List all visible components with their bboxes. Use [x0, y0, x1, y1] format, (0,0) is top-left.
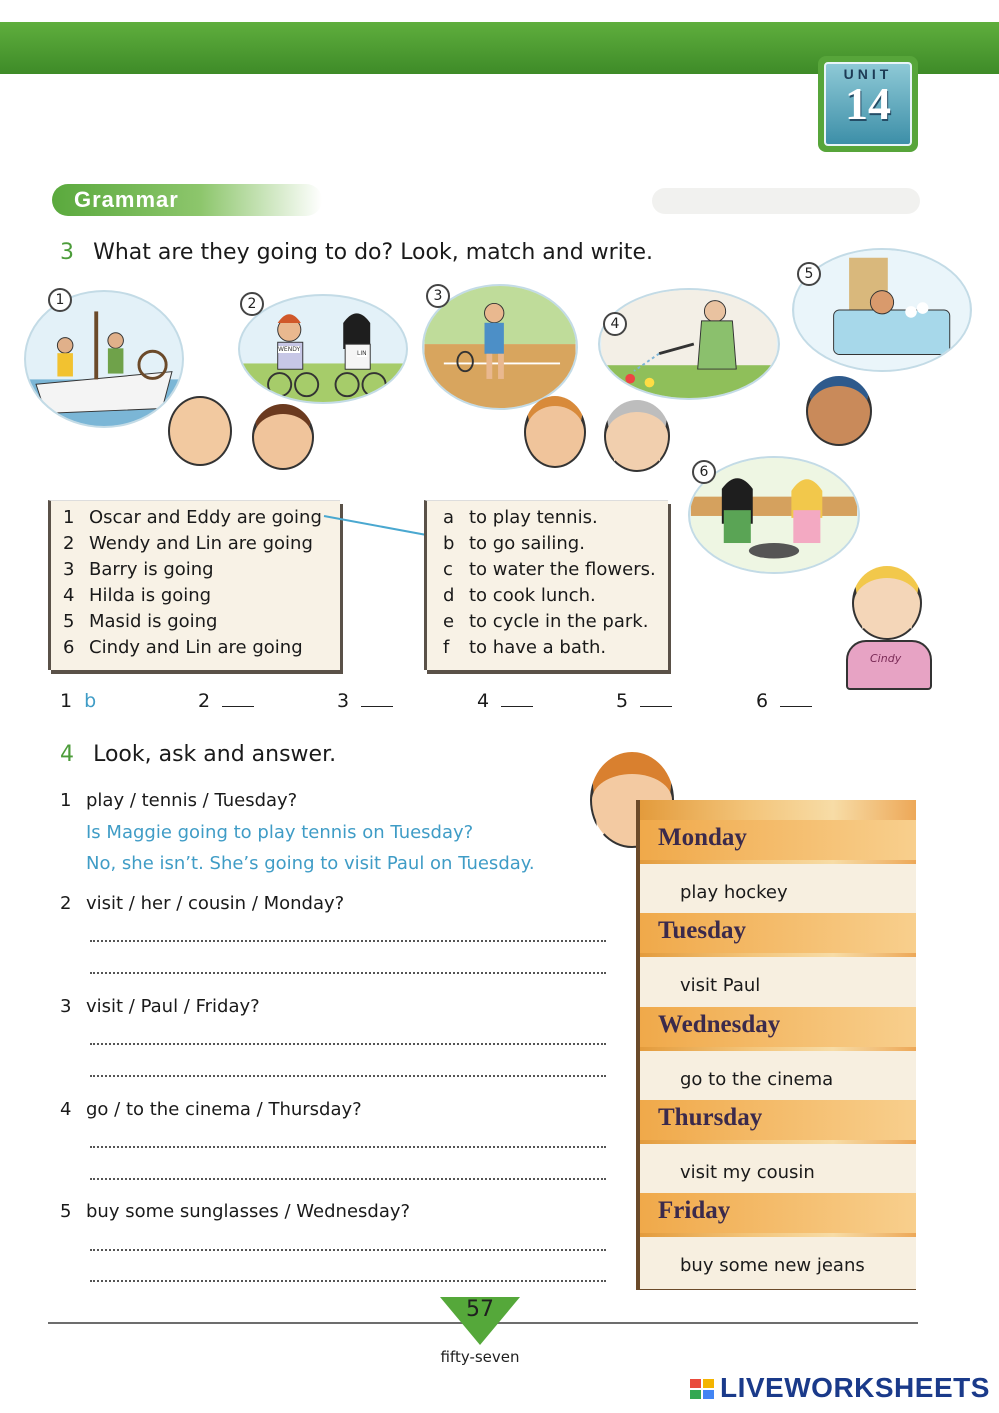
picture-number-1: 1 [48, 288, 72, 312]
unit-number: 14 [845, 78, 891, 129]
page-number: 57 [466, 1297, 494, 1322]
answer-4: 4 [477, 690, 533, 712]
liveworksheets-icon [690, 1379, 716, 1401]
liveworksheets-text: LIVEWORKSHEETS [720, 1372, 990, 1403]
exercise-4-title: Look, ask and answer. [93, 742, 337, 767]
exercise-4-number: 4 [60, 742, 74, 767]
answer-1: 1 b [60, 690, 97, 712]
picture-2-cycling [238, 294, 408, 404]
right-item-a: a to play tennis. [443, 507, 598, 528]
left-item-1: 1 Oscar and Eddy are going [63, 507, 322, 528]
right-item-e: e to cycle in the park. [443, 611, 649, 632]
match-line-1-b [318, 510, 438, 550]
picture-1-sailing [24, 290, 184, 428]
exercise-3-title: What are they going to do? Look, match and write. [93, 240, 653, 265]
unit-word: UNIT [843, 66, 893, 82]
liveworksheets-logo [690, 1372, 990, 1404]
bike-label-wendy: WENDY [278, 346, 301, 353]
picture-number-2: 2 [240, 292, 264, 316]
answer-3-blank[interactable] [361, 693, 393, 707]
picture-4-watering [598, 288, 780, 400]
schedule-board [636, 800, 916, 1290]
question-5: 5 buy some sunglasses / Wednesday? [60, 1201, 411, 1222]
right-item-d: d to cook lunch. [443, 585, 596, 606]
question-3: 3 visit / Paul / Friday? [60, 996, 260, 1017]
left-item-5: 5 Masid is going [63, 611, 218, 632]
answer-5-blank[interactable] [640, 693, 672, 707]
unit-badge [818, 56, 918, 152]
exercise-3-number: 3 [60, 240, 74, 265]
barry-character [524, 396, 586, 468]
left-item-4: 4 Hilda is going [63, 585, 212, 606]
activity-tuesday: visit Paul [680, 975, 761, 996]
cindy-shirt-label: Cindy [870, 652, 902, 665]
left-item-2: 2 Wendy and Lin are going [63, 533, 313, 554]
answer-line-3a[interactable] [90, 1043, 606, 1045]
day-tuesday: Tuesday [658, 917, 747, 944]
left-item-6: 6 Cindy and Lin are going [63, 637, 303, 658]
tennis-scene [424, 286, 576, 408]
example-answer: No, she isn’t. She’s going to visit Paul on Tuesday. [86, 853, 535, 874]
activity-monday: play hockey [680, 882, 788, 903]
show-through-label [652, 188, 920, 214]
picture-number-5: 5 [797, 262, 821, 286]
picture-number-4: 4 [603, 312, 627, 336]
example-question: Is Maggie going to play tennis on Tuesday? [86, 822, 474, 843]
oscar-character [168, 396, 232, 466]
answer-5: 5 [616, 690, 672, 712]
cindy-character [852, 566, 922, 640]
left-item-3: 3 Barry is going [63, 559, 214, 580]
hilda-character [604, 400, 670, 472]
answer-2-blank[interactable] [222, 693, 254, 707]
exercise-4-heading [60, 742, 336, 767]
match-left-box [48, 500, 340, 670]
right-item-b: b to go sailing. [443, 533, 585, 554]
sailing-scene [26, 292, 182, 426]
day-friday: Friday [658, 1197, 731, 1224]
answer-line-5b[interactable] [90, 1280, 606, 1282]
cycling-scene [240, 296, 406, 402]
answer-line-5a[interactable] [90, 1249, 606, 1251]
answer-line-3b[interactable] [90, 1075, 606, 1077]
answer-4-blank[interactable] [501, 693, 533, 707]
answer-6: 6 [756, 690, 812, 712]
answer-2: 2 [198, 690, 254, 712]
day-wednesday: Wednesday [658, 1011, 781, 1038]
day-monday: Monday [658, 824, 747, 851]
answer-line-2b[interactable] [90, 972, 606, 974]
wendy-character [252, 404, 314, 470]
answer-line-4b[interactable] [90, 1178, 606, 1180]
right-item-f: f to have a bath. [443, 637, 607, 658]
cindy-shirt [846, 640, 932, 690]
question-4: 4 go / to the cinema / Thursday? [60, 1099, 362, 1120]
question-1: 1 play / tennis / Tuesday? [60, 790, 298, 811]
answer-6-blank[interactable] [780, 693, 812, 707]
right-item-c: c to water the flowers. [443, 559, 656, 580]
activity-wednesday: go to the cinema [680, 1069, 834, 1090]
masid-character [806, 376, 872, 446]
page-number-words: fifty-seven [440, 1348, 520, 1366]
activity-friday: buy some new jeans [680, 1255, 865, 1276]
answer-line-2a[interactable] [90, 940, 606, 942]
exercise-3-heading [60, 240, 653, 265]
question-2: 2 visit / her / cousin / Monday? [60, 893, 345, 914]
picture-number-6: 6 [692, 460, 716, 484]
bath-scene [794, 250, 970, 370]
grammar-section-label: Grammar [52, 184, 322, 216]
day-thursday: Thursday [658, 1104, 763, 1131]
activity-thursday: visit my cousin [680, 1162, 815, 1183]
match-right-box [424, 500, 668, 670]
bike-label-lin: LIN [357, 350, 367, 357]
picture-number-3: 3 [426, 284, 450, 308]
answer-3: 3 [337, 690, 393, 712]
answer-1-value: b [84, 690, 97, 712]
answer-line-4a[interactable] [90, 1146, 606, 1148]
watering-scene [600, 290, 778, 398]
